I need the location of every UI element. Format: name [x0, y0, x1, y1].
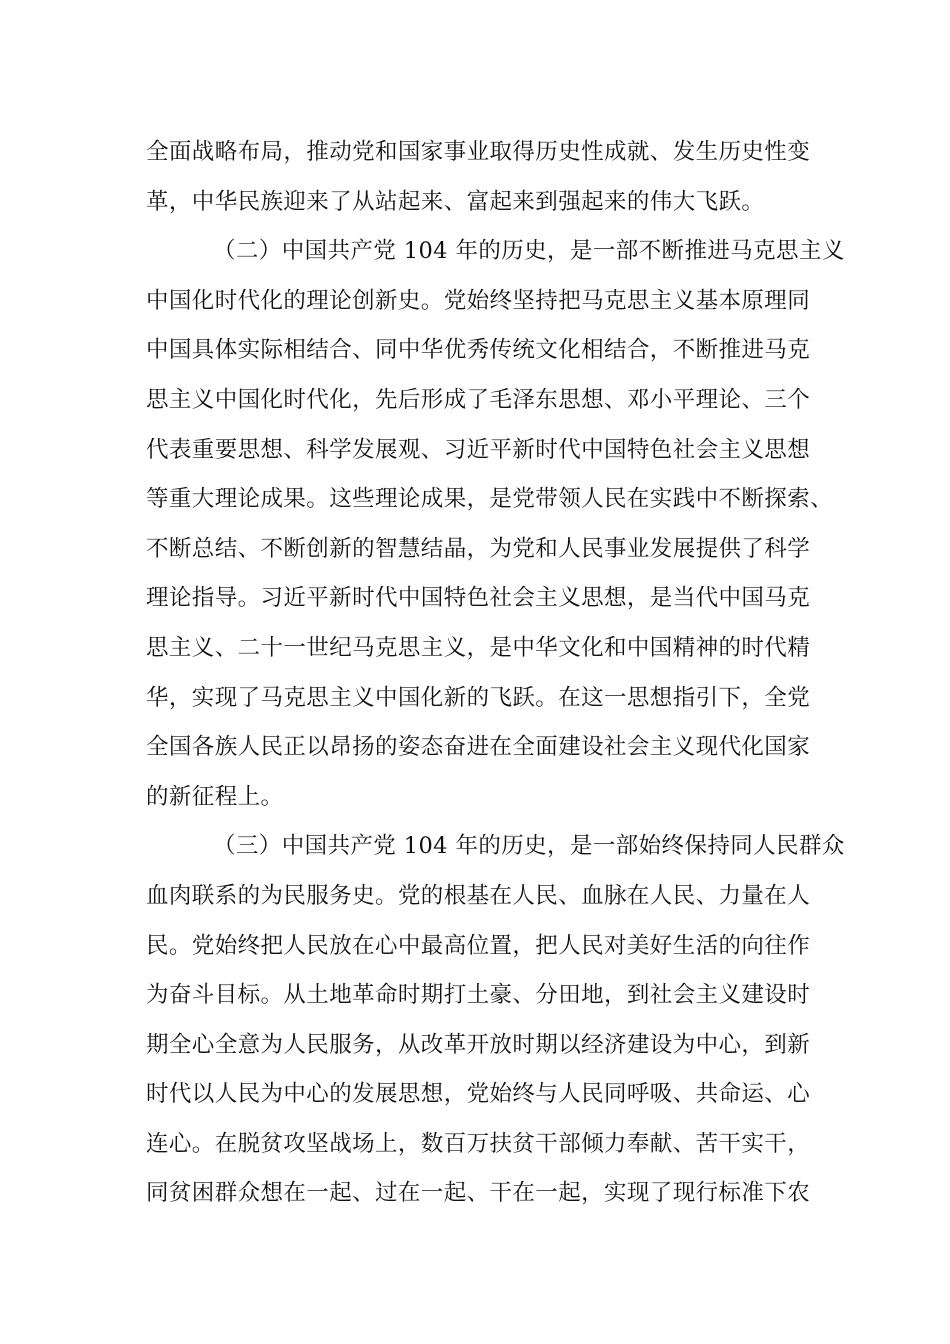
text-line: 期全心全意为人民服务，从改革开放时期以经济建设为中心，到新 [146, 1031, 811, 1058]
text-line: 同贫困群众想在一起、过在一起、干在一起，实现了现行标准下农 [146, 1180, 811, 1207]
document-body [146, 128, 845, 1219]
text-line: 血肉联系的为民服务史。党的根基在人民、血脉在人民、力量在人 [146, 882, 811, 909]
text-line: 全国各族人民正以昂扬的姿态奋进在全面建设社会主义现代化国家 [146, 734, 811, 761]
text-line: 民。党始终把人民放在心中最高位置，把人民对美好生活的向往作 [146, 932, 811, 959]
text-line: 理论指导。习近平新时代中国特色社会主义思想，是当代中国马克 [146, 585, 811, 612]
paragraph-continuation [146, 128, 818, 227]
text-line: 革，中华民族迎来了从站起来、富起来到强起来的伟大飞跃。 [146, 188, 765, 215]
text-line: 中国具体实际相结合、同中华优秀传统文化相结合，不断推进马克 [146, 337, 811, 364]
text-line: 不断总结、不断创新的智慧结晶，为党和人民事业发展提供了科学 [146, 535, 811, 562]
text-line: 全面战略布局，推动党和国家事业取得历史性成就、发生历史性变 [146, 139, 811, 165]
text-line: 思主义、二十一世纪马克思主义，是中华文化和中国精神的时代精 [146, 634, 811, 661]
text-line: 时代以人民为中心的发展思想，党始终与人民同呼吸、共命运、心 [146, 1081, 811, 1108]
text-line: 思主义中国化时代化，先后形成了毛泽东思想、邓小平理论、三个 [146, 386, 811, 413]
text-line: 中国化时代化的理论创新史。党始终坚持把马克思主义基本原理同 [146, 287, 811, 314]
text-line: 为奋斗目标。从土地革命时期打土豪、分田地，到社会主义建设时 [146, 982, 811, 1009]
paragraph-serving-people [146, 822, 845, 1219]
text-line: （二）中国共产党 104 年的历史，是一部不断推进马克思主义 [213, 238, 845, 265]
text-line: 等重大理论成果。这些理论成果，是党带领人民在实践中不断探索、 [146, 486, 834, 513]
text-line: 代表重要思想、科学发展观、习近平新时代中国特色社会主义思想 [146, 436, 811, 463]
paragraph-theory-innovation [146, 227, 845, 822]
text-line: 的新征程上。 [146, 783, 284, 810]
text-line: （三）中国共产党 104 年的历史，是一部始终保持同人民群众 [213, 833, 845, 860]
text-line: 华，实现了马克思主义中国化新的飞跃。在这一思想指引下，全党 [146, 684, 811, 711]
text-line: 连心。在脱贫攻坚战场上，数百万扶贫干部倾力奉献、苦干实干， [146, 1130, 811, 1157]
